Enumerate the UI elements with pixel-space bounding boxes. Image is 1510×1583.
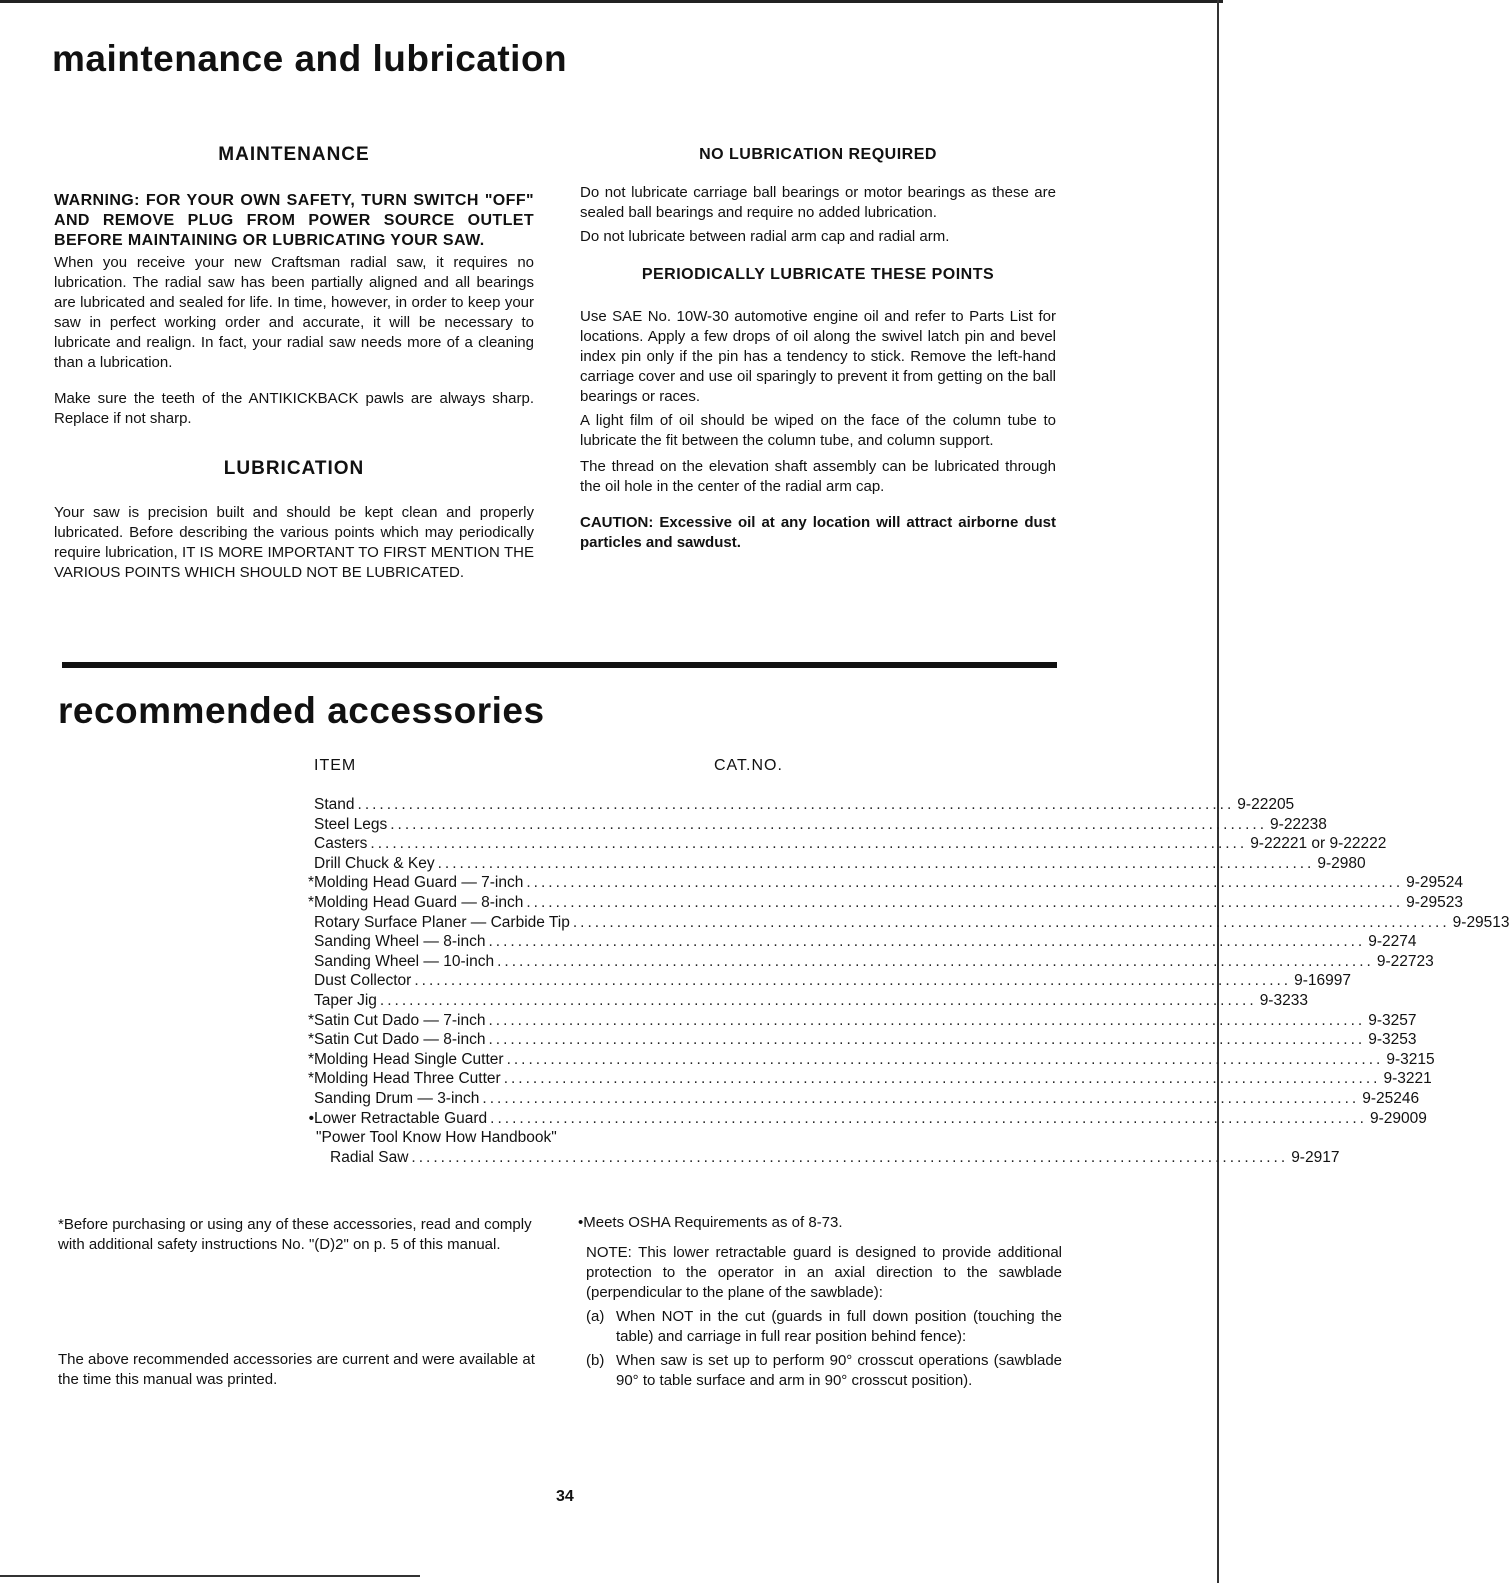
lubrication-column [580, 145, 1056, 553]
item-name: Satin Cut Dado — 8-inch [314, 1031, 486, 1049]
leader-dots: ........................................................................................................................ [488, 1031, 1366, 1049]
maintenance-heading: MAINTENANCE [218, 144, 370, 165]
item-name: Sanding Wheel — 8-inch [314, 933, 486, 951]
item-name: Molding Head Single Cutter [314, 1050, 504, 1068]
leader-dots: ........................................................................................................................ [414, 972, 1292, 990]
safety-warning: WARNING: FOR YOUR OWN SAFETY, TURN SWITCH "OFF" AND REMOVE PLUG FROM POWER SOURCE OUTLET BEFORE MAINTAINING OR LUBRICATING YOUR SAW. [54, 192, 534, 249]
accessory-row [304, 913, 1510, 933]
item-name: Molding Head Guard — 7-inch [314, 874, 524, 892]
item-cat-no: 9-22723 [1376, 952, 1434, 970]
accessory-row [304, 1050, 1435, 1070]
item-cat-no: 9-22238 [1270, 815, 1327, 833]
leader-dots: ........................................................................................................................ [437, 854, 1315, 872]
periodic-text-1: Use SAE No. 10W-30 automotive engine oil and refer to Parts List for locations. Apply a few drops of oil along the swivel latch pin and bevel index pin only if the pin has a tendency to stick. Remove the left-hand carriage cover and use oil sparingly to prevent it from getting on the ball bearings or races. [580, 308, 1056, 405]
accessory-row [304, 932, 1417, 952]
accessory-row [304, 873, 1464, 893]
accessory-row [304, 795, 1295, 815]
item-name: Sanding Drum — 3-inch [314, 1089, 480, 1107]
item-mark: * [307, 1070, 314, 1088]
item-cat-no: 9-22205 [1237, 796, 1295, 813]
accessory-row [304, 1069, 1432, 1089]
item-name: Stand [314, 796, 355, 813]
item-column-header: ITEM [314, 757, 357, 774]
item-mark: * [307, 893, 314, 911]
caution-note: CAUTION: Excessive oil at any location will attract airborne dust particles and sawdust. [580, 514, 1056, 551]
item-name: Lower Retractable Guard [314, 1109, 488, 1127]
accessory-row [304, 991, 1308, 1011]
maintenance-intro: When you receive your new Craftsman radial saw, it requires no lubrication. The radial saw has been partially aligned and all bearings are lubricated and sealed for life. In time, however, in order to keep your saw in perfect working order and accurate, it will be necessary to lubricate and realign. In fact, your radial saw needs more of a cleaning than a lubrication. [54, 254, 534, 371]
item-name: Molding Head Guard — 8-inch [314, 893, 524, 911]
leader-dots: ........................................................................................................................ [497, 952, 1374, 970]
page-border-top [0, 0, 1223, 3]
accessories-section-title: recommended accessories [58, 690, 545, 731]
no-lubrication-heading: NO LUBRICATION REQUIRED [699, 146, 937, 163]
handbook-item-row [304, 1148, 1340, 1168]
accessories-list [304, 795, 1510, 1167]
maintenance-section-title: maintenance and lubrication [52, 38, 568, 79]
item-mark: * [307, 1011, 314, 1029]
accessory-row [304, 952, 1434, 972]
leader-dots: ........................................................................................................................ [506, 1050, 1384, 1068]
note-item-b [578, 1351, 1062, 1391]
item-name: Drill Chuck & Key [314, 854, 435, 872]
leader-dots: ........................................................................................................................ [488, 1011, 1366, 1029]
item-cat-no: 9-25246 [1362, 1089, 1420, 1107]
item-cat-no: 9-3233 [1259, 991, 1308, 1009]
no-lubrication-text-2: Do not lubricate between radial arm cap and radial arm. [580, 228, 950, 245]
item-mark: * [307, 1031, 314, 1049]
item-cat-no: 9-2980 [1317, 854, 1366, 872]
maintenance-column [54, 145, 534, 583]
periodic-lubrication-heading: PERIODICALLY LUBRICATE THESE POINTS [641, 266, 995, 283]
item-name: Radial Saw [330, 1148, 409, 1166]
handbook-title: "Power Tool Know How Handbook" [316, 1129, 557, 1147]
accessory-row [304, 1109, 1427, 1129]
item-cat-no: 9-16997 [1294, 972, 1352, 990]
item-name: Casters [314, 835, 368, 853]
note-item-b-text: When saw is set up to perform 90° crosscut operations (sawblade 90° to table surface and arm in 90° crosscut position). [616, 1352, 1062, 1389]
periodic-text-3: The thread on the elevation shaft assembly can be lubricated through the oil hole in the center of the radial arm cap. [580, 458, 1056, 495]
note-item-b-label: (b) [586, 1352, 605, 1369]
item-name: Molding Head Three Cutter [314, 1070, 501, 1088]
item-cat-no: 9-29513 [1452, 913, 1510, 931]
lubrication-heading: LUBRICATION [223, 458, 365, 479]
item-cat-no: 9-2274 [1368, 933, 1417, 951]
leader-dots: ........................................................................................................................ [490, 1109, 1367, 1127]
guard-note [578, 1213, 1062, 1391]
antikickback-note: Make sure the teeth of the ANTIKICKBACK pawls are always sharp. Replace if not sharp. [54, 390, 534, 427]
page-number: 34 [556, 1488, 574, 1505]
item-mark: * [307, 1050, 314, 1068]
leader-dots: ........................................................................................................................ [482, 1089, 1360, 1107]
accessory-row [304, 815, 1327, 835]
accessory-row [304, 834, 1387, 854]
item-cat-no: 9-3253 [1368, 1031, 1417, 1049]
cat-no-column-header: CAT.NO. [714, 757, 783, 774]
leader-dots: ........................................................................................................................ [526, 874, 1404, 892]
leader-dots: ........................................................................................................................ [503, 1070, 1381, 1088]
no-lubrication-text-1: Do not lubricate carriage ball bearings or motor bearings as these are sealed ball bearings and require no added lubrication. [580, 184, 1056, 221]
availability-note: The above recommended accessories are current and were available at the time this manual was printed. [58, 1351, 535, 1388]
osha-note: •Meets OSHA Requirements as of 8-73. [578, 1214, 843, 1231]
note-item-a-label: (a) [586, 1308, 605, 1325]
accessory-row [304, 1011, 1417, 1031]
item-cat-no: 9-2917 [1291, 1148, 1340, 1166]
note-item-a-text: When NOT in the cut (guards in full down position (touching the table) and carriage in full rear position behind fence): [616, 1308, 1062, 1345]
item-cat-no: 9-3215 [1386, 1050, 1435, 1068]
item-cat-no: 9-3257 [1368, 1011, 1417, 1029]
accessory-row [304, 854, 1366, 874]
leader-dots: ........................................................................................................................ [390, 815, 1268, 833]
item-cat-no: 9-22221 or 9-22222 [1250, 835, 1387, 853]
leader-dots: ........................................................................................................................ [370, 835, 1248, 853]
item-cat-no: 9-29009 [1369, 1109, 1427, 1127]
item-name: Taper Jig [314, 991, 377, 1009]
item-mark: • [308, 1109, 314, 1127]
leader-dots: ........................................................................................................................ [379, 991, 1257, 1009]
leader-dots: ........................................................................................................................ [357, 796, 1235, 813]
item-name: Steel Legs [314, 815, 388, 833]
item-name: Satin Cut Dado — 7-inch [314, 1011, 486, 1029]
leader-dots: ........................................................................................................................ [526, 893, 1404, 911]
section-divider [62, 662, 1057, 668]
lubrication-text: Your saw is precision built and should be kept clean and properly lubricated. Before describing the various points which may periodically require lubrication, IT IS MORE IMPORTANT TO FIRST MENTION THE VARIOUS POINTS WHICH SHOULD NOT BE LUBRICATED. [54, 504, 534, 581]
handbook-title-row [304, 1128, 794, 1148]
leader-dots: ........................................................................................................................ [411, 1148, 1289, 1166]
item-cat-no: 9-3221 [1383, 1070, 1432, 1088]
accessory-row [304, 893, 1464, 913]
item-name: Sanding Wheel — 10-inch [314, 952, 495, 970]
page-border-right [1217, 0, 1219, 1583]
accessory-row [304, 971, 1352, 991]
accessory-row [304, 1089, 1420, 1109]
item-name: Dust Collector [314, 972, 412, 990]
item-name: Rotary Surface Planer — Carbide Tip [314, 913, 570, 931]
item-mark: * [307, 874, 314, 892]
accessory-row [304, 1030, 1417, 1050]
guard-note-text: NOTE: This lower retractable guard is designed to provide additional protection to the operator in an axial direction to the sawblade (perpendicular to the plane of the sawblade): [586, 1244, 1062, 1301]
asterisk-footnote: *Before purchasing or using any of these accessories, read and comply with additional safety instructions No. "(D)2" on p. 5 of this manual. [58, 1216, 532, 1253]
item-cat-no: 9-29524 [1406, 874, 1464, 892]
page-border-bottom [0, 1575, 420, 1577]
leader-dots: ........................................................................................................................ [488, 933, 1366, 951]
note-item-a [578, 1307, 1062, 1347]
item-cat-no: 9-29523 [1406, 893, 1464, 911]
leader-dots: ........................................................................................................................ [572, 913, 1450, 931]
periodic-text-2: A light film of oil should be wiped on the face of the column tube to lubricate the fit between the column tube, and column support. [580, 412, 1056, 449]
